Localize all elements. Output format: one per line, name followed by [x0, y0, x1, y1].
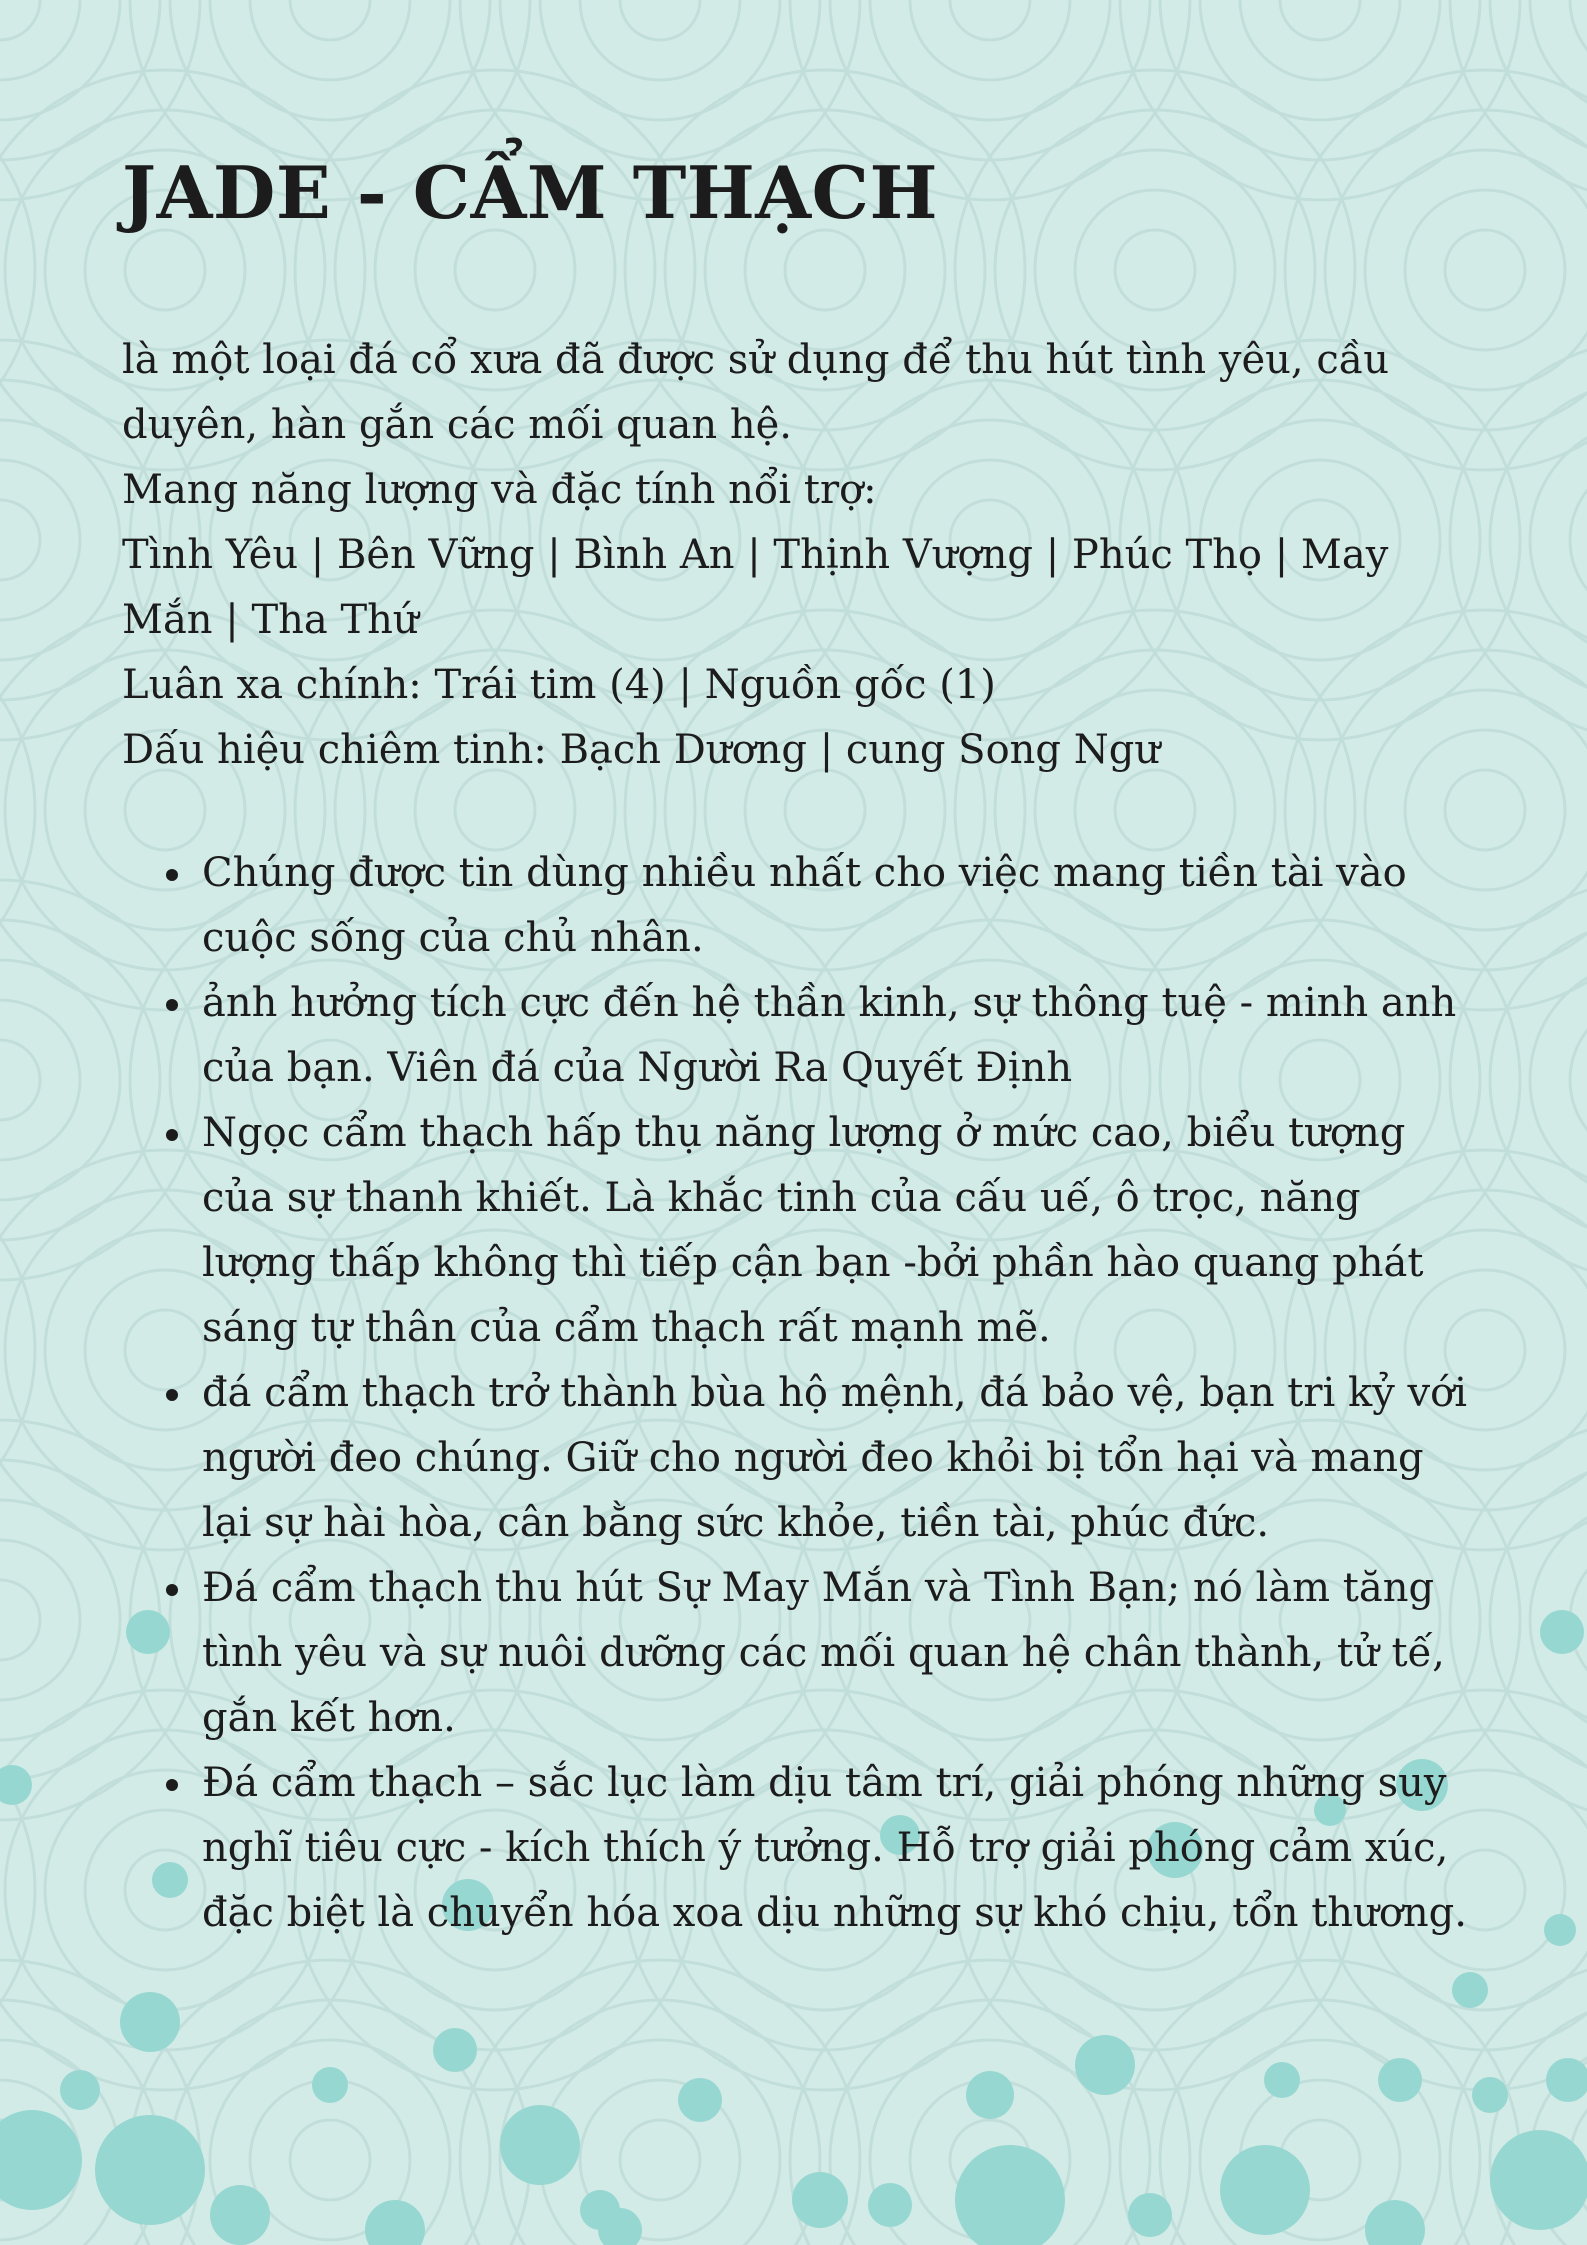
- bubble: [120, 1992, 180, 2052]
- bubble: [792, 2172, 848, 2228]
- bubble: [966, 2071, 1014, 2119]
- bubble: [1264, 2062, 1300, 2098]
- bullet-dot-icon: [166, 1584, 178, 1596]
- pattern-ring: [0, 1040, 40, 1120]
- bubble: [1452, 1972, 1488, 2008]
- pattern-ring: [620, 2120, 700, 2200]
- bubble: [1365, 2200, 1425, 2245]
- pattern-ring: [0, 0, 80, 80]
- bubble: [1378, 2058, 1422, 2102]
- list-item: [202, 841, 1472, 971]
- bubble: [955, 2145, 1065, 2245]
- pattern-ring: [290, 2120, 370, 2200]
- page-title: JADE - CẨM THẠCH: [122, 150, 938, 235]
- bubble: [500, 2105, 580, 2185]
- list-item-text: Ngọc cẩm thạch hấp thụ năng lượng ở mức cao, biểu tượng của sự thanh khiết. Là khắc tinh của cấu uế, ô trọc, năng lượng thấp không thì tiếp cận bạn -bởi phần hào quang phát sáng tự thân của cẩm thạch rất mạnh mẽ.: [202, 1110, 1424, 1352]
- list-item: [202, 1101, 1472, 1361]
- bubble: [1490, 2130, 1587, 2230]
- pattern-ring: [1570, 0, 1587, 80]
- pattern-ring: [0, 1580, 40, 1660]
- pattern-ring: [0, 500, 40, 580]
- bubble: [433, 2028, 477, 2072]
- bullet-dot-icon: [166, 1389, 178, 1401]
- bubble: [678, 2078, 722, 2122]
- pattern-ring: [210, 0, 450, 120]
- intro-zodiac: Dấu hiệu chiêm tinh: Bạch Dương | cung Song Ngư: [122, 727, 1161, 774]
- pattern-ring: [290, 0, 370, 40]
- pattern-ring: [1570, 460, 1587, 620]
- intro-description: là một loại đá cổ xưa đã được sử dụng để thu hút tình yêu, cầu duyên, hàn gắn các mối quan hệ.: [122, 337, 1390, 449]
- list-item-text: Đá cẩm thạch thu hút Sự May Mắn và Tình Bạn; nó làm tăng tình yêu và sự nuôi dưỡng các mối quan hệ chân thành, tử tế, gắn kết hơn.: [202, 1565, 1445, 1742]
- bubble: [1075, 2035, 1135, 2095]
- bullet-dot-icon: [166, 1779, 178, 1791]
- bubble: [1128, 2193, 1172, 2237]
- pattern-ring: [0, 960, 120, 1200]
- pattern-ring: [1200, 0, 1440, 120]
- bubble: [0, 1765, 32, 1805]
- intro-energy-heading: Mang năng lượng và đặc tính nổi trợ:: [122, 467, 877, 514]
- pattern-ring: [620, 0, 700, 40]
- list-item-text: ảnh hưởng tích cực đến hệ thần kinh, sự thông tuệ - minh anh của bạn. Viên đá của Người Ra Quyết Định: [202, 980, 1457, 1092]
- bullet-dot-icon: [166, 999, 178, 1011]
- intro-chakra: Luân xa chính: Trái tim (4) | Nguồn gốc (1): [122, 662, 996, 709]
- pattern-ring: [540, 0, 780, 120]
- pattern-ring: [0, 1500, 120, 1740]
- bubble: [868, 2183, 912, 2227]
- bubble: [60, 2070, 100, 2110]
- pattern-ring: [1530, 0, 1587, 120]
- bubble: [0, 2110, 82, 2210]
- pattern-ring: [0, 0, 120, 120]
- intro-properties: Tình Yêu | Bên Vững | Bình An | Thịnh Vượng | Phúc Thọ | May Mắn | Tha Thứ: [122, 532, 1389, 644]
- list-item: [202, 1361, 1472, 1556]
- bubble: [95, 2115, 205, 2225]
- bubble: [1544, 1914, 1576, 1946]
- bubble: [1546, 2058, 1587, 2102]
- list-item: [202, 971, 1472, 1101]
- intro-block: [122, 328, 1472, 783]
- pattern-ring: [0, 420, 120, 660]
- bubble: [1472, 2077, 1508, 2113]
- bubble: [1540, 1610, 1584, 1654]
- pattern-ring: [1280, 0, 1360, 40]
- bubble: [365, 2200, 425, 2245]
- list-item: [202, 1556, 1472, 1751]
- list-item-text: Chúng được tin dùng nhiều nhất cho việc mang tiền tài vào cuộc sống của chủ nhân.: [202, 850, 1407, 962]
- bubble: [580, 2190, 620, 2230]
- pattern-ring: [0, 0, 40, 40]
- pattern-ring: [1570, 1000, 1587, 1160]
- list-item: [202, 1751, 1472, 1946]
- pattern-ring: [950, 0, 1030, 40]
- bullet-dot-icon: [166, 1129, 178, 1141]
- bubble: [1220, 2145, 1310, 2235]
- bubble: [210, 2185, 270, 2245]
- pattern-ring: [870, 0, 1110, 120]
- list-item-text: đá cẩm thạch trở thành bùa hộ mệnh, đá bảo vệ, bạn tri kỷ với người đeo chúng. Giữ cho người đeo khỏi bị tổn hại và mang lại sự hài hòa, cân bằng sức khỏe, tiền tài, phúc đức.: [202, 1370, 1468, 1547]
- bullet-dot-icon: [166, 869, 178, 881]
- pattern-ring: [1160, 2000, 1480, 2245]
- document-body: [122, 150, 1472, 1946]
- list-item-text: Đá cẩm thạch – sắc lục làm dịu tâm trí, giải phóng những suy nghĩ tiêu cực - kích thích ý tưởng. Hỗ trợ giải phóng cảm xúc, đặc biệt là chuyển hóa xoa dịu những sự khó chịu, tổn thương.: [202, 1760, 1467, 1937]
- bubble: [312, 2067, 348, 2103]
- benefits-list: [122, 841, 1472, 1946]
